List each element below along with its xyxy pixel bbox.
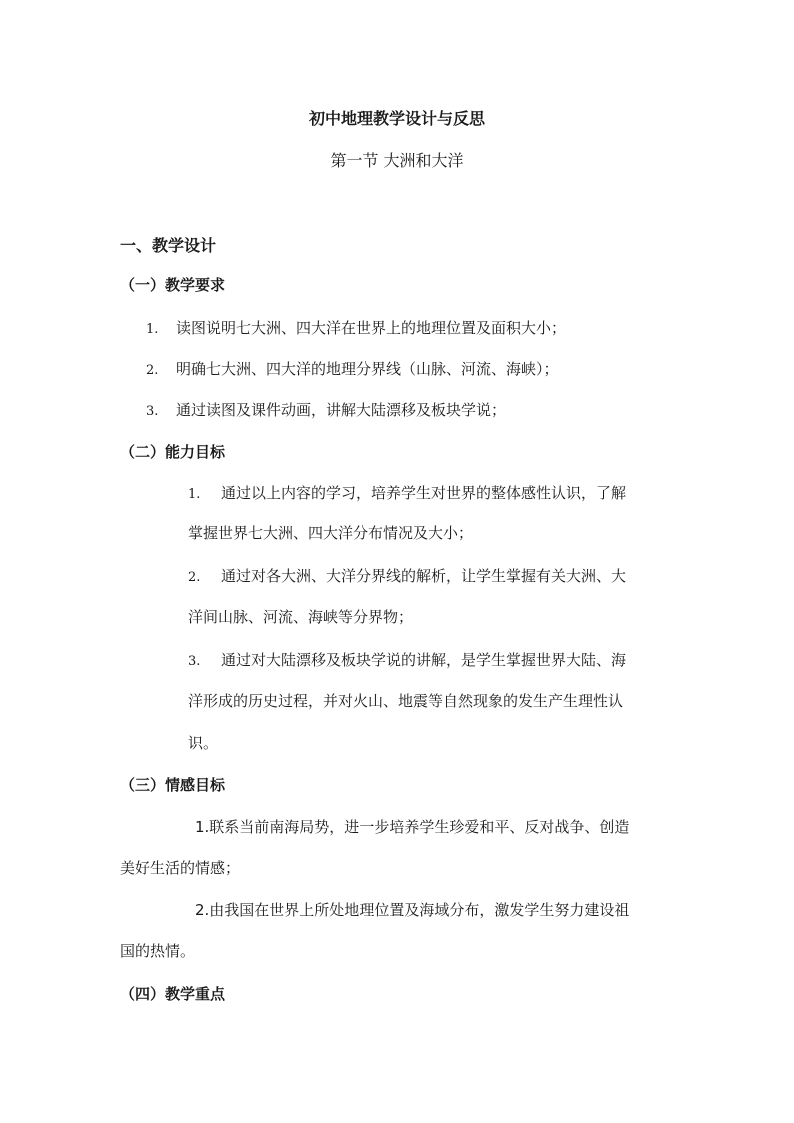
list-item [146, 358, 559, 379]
list-number: 1. [188, 487, 201, 502]
list-number: 3. [188, 654, 201, 669]
list-item [146, 399, 506, 420]
list-text: 通过对大陆漂移及板块学说的讲解，是学生掌握世界大陆、海 [221, 651, 627, 669]
list-number: 2. [146, 363, 159, 378]
document-title: 初中地理教学设计与反思 [308, 109, 485, 128]
list-item-continuation: 洋间山脉、河流、海峡等分界物； [188, 608, 414, 626]
section-title: 第一节 大洲和大洋 [330, 151, 464, 170]
list-item-line [188, 482, 626, 503]
paragraph-line: 1.联系当前南海局势，进一步培养学生珍爱和平、反对战争、创造 [195, 818, 630, 836]
list-item-line [188, 565, 626, 586]
list-item-continuation: 洋形成的历史过程，并对火山、地震等自然现象的发生产生理性认 [188, 692, 624, 710]
paragraph-line: 2.由我国在世界上所处地理位置及海域分布，激发学生努力建设祖 [195, 901, 630, 919]
list-item-continuation: 识。 [188, 734, 219, 752]
paragraph-continuation: 美好生活的情感； [120, 859, 241, 877]
subheading-teaching-focus: （四）教学重点 [120, 985, 226, 1003]
subheading-emotional-goals: （三）情感目标 [120, 776, 226, 794]
list-text: 通过对各大洲、大洋分界线的解析，让学生掌握有关大洲、大 [221, 567, 627, 585]
list-text: 读图说明七大洲、四大洋在世界上的地理位置及面积大小； [176, 319, 567, 337]
list-item-line [188, 649, 626, 670]
list-text: 通过读图及课件动画，讲解大陆漂移及板块学说； [176, 401, 507, 419]
subheading-ability-goals: （二）能力目标 [120, 443, 226, 461]
list-number: 2. [188, 570, 201, 585]
list-number: 3. [146, 404, 159, 419]
paragraph-continuation: 国的热情。 [120, 942, 196, 960]
part-heading-teaching-design: 一、教学设计 [120, 236, 217, 255]
list-number: 1. [146, 322, 159, 337]
list-item-continuation: 掌握世界七大洲、四大洋分布情况及大小； [188, 524, 474, 542]
list-text: 通过以上内容的学习，培养学生对世界的整体感性认识，了解 [221, 484, 627, 502]
subheading-teaching-requirements: （一）教学要求 [120, 276, 226, 294]
list-text: 明确七大洲、四大洋的地理分界线（山脉、河流、海峡）； [176, 360, 559, 378]
list-item [146, 317, 566, 338]
